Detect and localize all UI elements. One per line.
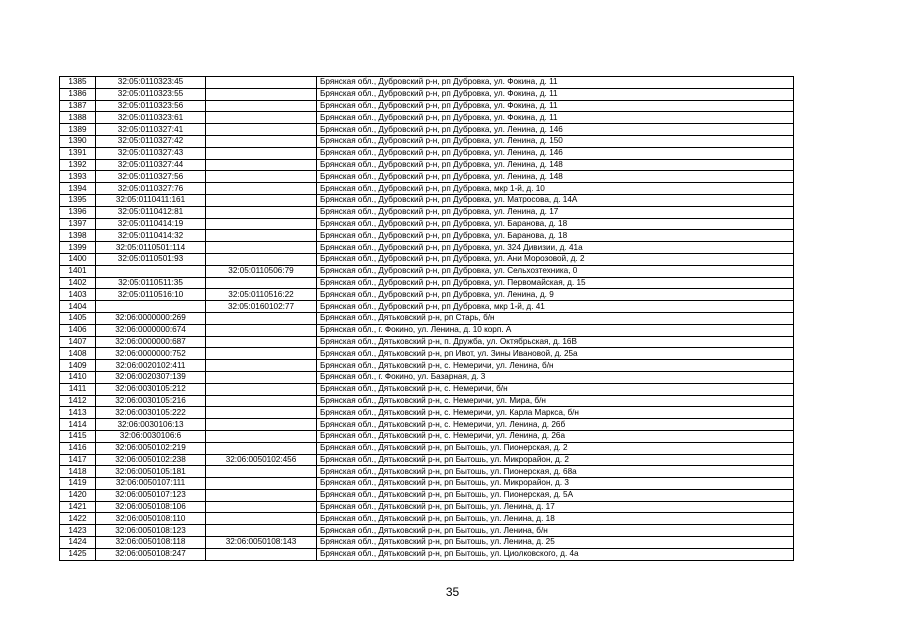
cadastral-number-cell: 32:05:0110516:10 xyxy=(96,289,206,301)
row-number-cell: 1385 xyxy=(60,77,96,89)
address-cell: Брянская обл., Дубровский р-н, рп Дубровка, ул. Ленина, д. 148 xyxy=(317,171,794,183)
table-row xyxy=(60,88,794,100)
cadastral-number-cell: 32:05:0110414:32 xyxy=(96,230,206,242)
secondary-cadastral-number-cell xyxy=(206,360,317,372)
cadastral-number-cell: 32:05:0110323:55 xyxy=(96,88,206,100)
cadastral-number-cell: 32:05:0110323:61 xyxy=(96,112,206,124)
cadastral-number-cell: 32:06:0000000:269 xyxy=(96,312,206,324)
row-number-cell: 1411 xyxy=(60,383,96,395)
row-number-cell: 1420 xyxy=(60,489,96,501)
secondary-cadastral-number-cell xyxy=(206,230,317,242)
address-cell: Брянская обл., Дубровский р-н, рп Дубровка, ул. Ленина, д. 17 xyxy=(317,206,794,218)
cadastral-number-cell xyxy=(96,265,206,277)
secondary-cadastral-number-cell xyxy=(206,88,317,100)
secondary-cadastral-number-cell xyxy=(206,147,317,159)
row-number-cell: 1417 xyxy=(60,454,96,466)
row-number-cell: 1415 xyxy=(60,430,96,442)
row-number-cell: 1410 xyxy=(60,371,96,383)
row-number-cell: 1425 xyxy=(60,548,96,560)
table-row xyxy=(60,183,794,195)
secondary-cadastral-number-cell xyxy=(206,336,317,348)
row-number-cell: 1388 xyxy=(60,112,96,124)
secondary-cadastral-number-cell xyxy=(206,183,317,195)
table-row xyxy=(60,525,794,537)
table-row xyxy=(60,501,794,513)
cadastral-number-cell: 32:06:0050107:123 xyxy=(96,489,206,501)
cadastral-number-cell: 32:06:0030106:6 xyxy=(96,430,206,442)
cadastral-number-cell: 32:06:0000000:674 xyxy=(96,324,206,336)
row-number-cell: 1387 xyxy=(60,100,96,112)
table-row xyxy=(60,230,794,242)
table-row xyxy=(60,454,794,466)
table-row xyxy=(60,253,794,265)
row-number-cell: 1400 xyxy=(60,253,96,265)
address-cell: Брянская обл., Дубровский р-н, рп Дубровка, ул. Матросова, д. 14А xyxy=(317,194,794,206)
secondary-cadastral-number-cell: 32:06:0050102:456 xyxy=(206,454,317,466)
cadastral-number-cell: 32:06:0050107:111 xyxy=(96,478,206,490)
cadastral-number-cell: 32:06:0050108:110 xyxy=(96,513,206,525)
secondary-cadastral-number-cell xyxy=(206,430,317,442)
address-cell: Брянская обл., Дубровский р-н, рп Дубровка, ул. Сельхозтехника, 0 xyxy=(317,265,794,277)
cadastral-number-cell: 32:06:0000000:687 xyxy=(96,336,206,348)
secondary-cadastral-number-cell xyxy=(206,112,317,124)
address-cell: Брянская обл., Дятьковский р-н, рп Старь, б/н xyxy=(317,312,794,324)
cadastral-number-cell: 32:05:0110411:161 xyxy=(96,194,206,206)
table-row xyxy=(60,124,794,136)
secondary-cadastral-number-cell xyxy=(206,466,317,478)
table-row xyxy=(60,301,794,313)
property-table-body xyxy=(60,77,794,561)
table-row xyxy=(60,442,794,454)
address-cell: Брянская обл., Дятьковский р-н, рп Бытошь, ул. Микрорайон, д. 2 xyxy=(317,454,794,466)
secondary-cadastral-number-cell xyxy=(206,489,317,501)
address-cell: Брянская обл., Дубровский р-н, рп Дубровка, ул. Баранова, д. 18 xyxy=(317,218,794,230)
secondary-cadastral-number-cell xyxy=(206,407,317,419)
row-number-cell: 1406 xyxy=(60,324,96,336)
secondary-cadastral-number-cell xyxy=(206,324,317,336)
address-cell: Брянская обл., Дубровский р-н, рп Дубровка, ул. Баранова, д. 18 xyxy=(317,230,794,242)
address-cell: Брянская обл., г. Фокино, ул. Ленина, д. 10 корп. А xyxy=(317,324,794,336)
row-number-cell: 1424 xyxy=(60,537,96,549)
address-cell: Брянская обл., Дятьковский р-н, рп Бытошь, ул. Циолковского, д. 4а xyxy=(317,548,794,560)
address-cell: Брянская обл., Дятьковский р-н, с. Немеричи, ул. Ленина, д. 26а xyxy=(317,430,794,442)
row-number-cell: 1389 xyxy=(60,124,96,136)
row-number-cell: 1394 xyxy=(60,183,96,195)
address-cell: Брянская обл., Дубровский р-н, рп Дубровка, ул. Ленина, д. 150 xyxy=(317,135,794,147)
cadastral-number-cell: 32:05:0110327:76 xyxy=(96,183,206,195)
row-number-cell: 1391 xyxy=(60,147,96,159)
secondary-cadastral-number-cell: 32:05:0160102:77 xyxy=(206,301,317,313)
secondary-cadastral-number-cell xyxy=(206,513,317,525)
address-cell: Брянская обл., Дубровский р-н, рп Дубровка, ул. Ленина, д. 9 xyxy=(317,289,794,301)
address-cell: Брянская обл., Дубровский р-н, рп Дубровка, ул. Фокина, д. 11 xyxy=(317,100,794,112)
row-number-cell: 1402 xyxy=(60,277,96,289)
secondary-cadastral-number-cell: 32:06:0050108:143 xyxy=(206,537,317,549)
cadastral-number-cell: 32:05:0110511:35 xyxy=(96,277,206,289)
address-cell: Брянская обл., Дубровский р-н, рп Дубровка, мкр 1-й, д. 41 xyxy=(317,301,794,313)
secondary-cadastral-number-cell xyxy=(206,194,317,206)
secondary-cadastral-number-cell xyxy=(206,171,317,183)
address-cell: Брянская обл., Дубровский р-н, рп Дубровка, ул. 324 Дивизии, д. 41а xyxy=(317,242,794,254)
table-row xyxy=(60,430,794,442)
table-row xyxy=(60,407,794,419)
address-cell: Брянская обл., Дубровский р-н, рп Дубровка, мкр 1-й, д. 10 xyxy=(317,183,794,195)
cadastral-number-cell: 32:05:0110501:93 xyxy=(96,253,206,265)
secondary-cadastral-number-cell xyxy=(206,419,317,431)
cadastral-number-cell: 32:05:0110327:56 xyxy=(96,171,206,183)
row-number-cell: 1413 xyxy=(60,407,96,419)
table-row xyxy=(60,242,794,254)
secondary-cadastral-number-cell xyxy=(206,525,317,537)
address-cell: Брянская обл., Дятьковский р-н, рп Бытошь, ул. Ленина, д. 25 xyxy=(317,537,794,549)
secondary-cadastral-number-cell xyxy=(206,242,317,254)
cadastral-number-cell: 32:06:0050108:106 xyxy=(96,501,206,513)
cadastral-number-cell: 32:06:0050105:181 xyxy=(96,466,206,478)
address-cell: Брянская обл., Дятьковский р-н, рп Ивот, ул. Зины Ивановой, д. 25а xyxy=(317,348,794,360)
cadastral-number-cell: 32:06:0050108:247 xyxy=(96,548,206,560)
table-row xyxy=(60,324,794,336)
address-cell: Брянская обл., Дятьковский р-н, с. Немеричи, ул. Карла Маркса, б/н xyxy=(317,407,794,419)
secondary-cadastral-number-cell: 32:05:0110516:22 xyxy=(206,289,317,301)
table-row xyxy=(60,312,794,324)
address-cell: Брянская обл., Дятьковский р-н, рп Бытошь, ул. Пионерская, д. 5А xyxy=(317,489,794,501)
row-number-cell: 1422 xyxy=(60,513,96,525)
address-cell: Брянская обл., Дятьковский р-н, п. Дружба, ул. Октябрьская, д. 16В xyxy=(317,336,794,348)
secondary-cadastral-number-cell xyxy=(206,206,317,218)
table-row xyxy=(60,466,794,478)
cadastral-number-cell: 32:05:0110414:19 xyxy=(96,218,206,230)
address-cell: Брянская обл., Дубровский р-н, рп Дубровка, ул. Первомайская, д. 15 xyxy=(317,277,794,289)
row-number-cell: 1408 xyxy=(60,348,96,360)
row-number-cell: 1407 xyxy=(60,336,96,348)
property-table xyxy=(59,76,794,561)
row-number-cell: 1386 xyxy=(60,88,96,100)
address-cell: Брянская обл., г. Фокино, ул. Базарная, д. 3 xyxy=(317,371,794,383)
table-row xyxy=(60,513,794,525)
row-number-cell: 1403 xyxy=(60,289,96,301)
cadastral-number-cell: 32:06:0050102:219 xyxy=(96,442,206,454)
secondary-cadastral-number-cell xyxy=(206,253,317,265)
cadastral-number-cell: 32:06:0050108:118 xyxy=(96,537,206,549)
table-row xyxy=(60,489,794,501)
cadastral-number-cell: 32:05:0110327:42 xyxy=(96,135,206,147)
table-row xyxy=(60,289,794,301)
cadastral-number-cell: 32:06:0030105:222 xyxy=(96,407,206,419)
address-cell: Брянская обл., Дубровский р-н, рп Дубровка, ул. Фокина, д. 11 xyxy=(317,77,794,89)
row-number-cell: 1409 xyxy=(60,360,96,372)
table-row xyxy=(60,419,794,431)
row-number-cell: 1423 xyxy=(60,525,96,537)
table-row xyxy=(60,265,794,277)
secondary-cadastral-number-cell xyxy=(206,371,317,383)
secondary-cadastral-number-cell xyxy=(206,501,317,513)
cadastral-number-cell: 32:05:0110501:114 xyxy=(96,242,206,254)
table-row xyxy=(60,194,794,206)
row-number-cell: 1418 xyxy=(60,466,96,478)
cadastral-number-cell: 32:06:0020102:411 xyxy=(96,360,206,372)
table-row xyxy=(60,360,794,372)
address-cell: Брянская обл., Дубровский р-н, рп Дубровка, ул. Ани Морозовой, д. 2 xyxy=(317,253,794,265)
secondary-cadastral-number-cell xyxy=(206,77,317,89)
table-row xyxy=(60,277,794,289)
cadastral-number-cell xyxy=(96,301,206,313)
row-number-cell: 1393 xyxy=(60,171,96,183)
table-row xyxy=(60,218,794,230)
secondary-cadastral-number-cell xyxy=(206,100,317,112)
row-number-cell: 1397 xyxy=(60,218,96,230)
row-number-cell: 1419 xyxy=(60,478,96,490)
secondary-cadastral-number-cell xyxy=(206,218,317,230)
secondary-cadastral-number-cell xyxy=(206,135,317,147)
address-cell: Брянская обл., Дубровский р-н, рп Дубровка, ул. Ленина, д. 146 xyxy=(317,124,794,136)
row-number-cell: 1405 xyxy=(60,312,96,324)
address-cell: Брянская обл., Дятьковский р-н, рп Бытошь, ул. Пионерская, д. 68а xyxy=(317,466,794,478)
table-row xyxy=(60,478,794,490)
cadastral-number-cell: 32:05:0110327:43 xyxy=(96,147,206,159)
secondary-cadastral-number-cell: 32:05:0110506:79 xyxy=(206,265,317,277)
table-row xyxy=(60,147,794,159)
table-row xyxy=(60,77,794,89)
cadastral-number-cell: 32:05:0110323:45 xyxy=(96,77,206,89)
address-cell: Брянская обл., Дятьковский р-н, рп Бытошь, ул. Микрорайон, д. 3 xyxy=(317,478,794,490)
row-number-cell: 1396 xyxy=(60,206,96,218)
table-row xyxy=(60,159,794,171)
cadastral-number-cell: 32:06:0000000:752 xyxy=(96,348,206,360)
cadastral-number-cell: 32:06:0030106:13 xyxy=(96,419,206,431)
row-number-cell: 1414 xyxy=(60,419,96,431)
secondary-cadastral-number-cell xyxy=(206,478,317,490)
table-row xyxy=(60,112,794,124)
cadastral-number-cell: 32:06:0030105:212 xyxy=(96,383,206,395)
secondary-cadastral-number-cell xyxy=(206,395,317,407)
table-row xyxy=(60,383,794,395)
address-cell: Брянская обл., Дятьковский р-н, рп Бытошь, ул. Ленина, д. 18 xyxy=(317,513,794,525)
table-row xyxy=(60,395,794,407)
row-number-cell: 1398 xyxy=(60,230,96,242)
row-number-cell: 1399 xyxy=(60,242,96,254)
table-row xyxy=(60,206,794,218)
address-cell: Брянская обл., Дятьковский р-н, рп Бытошь, ул. Ленина, б/н xyxy=(317,525,794,537)
cadastral-number-cell: 32:06:0050108:123 xyxy=(96,525,206,537)
row-number-cell: 1404 xyxy=(60,301,96,313)
secondary-cadastral-number-cell xyxy=(206,312,317,324)
cadastral-number-cell: 32:06:0030105:216 xyxy=(96,395,206,407)
row-number-cell: 1416 xyxy=(60,442,96,454)
secondary-cadastral-number-cell xyxy=(206,348,317,360)
address-cell: Брянская обл., Дубровский р-н, рп Дубровка, ул. Ленина, д. 146 xyxy=(317,147,794,159)
page-number: 35 xyxy=(445,585,460,599)
address-cell: Брянская обл., Дятьковский р-н, с. Немеричи, б/н xyxy=(317,383,794,395)
secondary-cadastral-number-cell xyxy=(206,277,317,289)
table-row xyxy=(60,336,794,348)
row-number-cell: 1390 xyxy=(60,135,96,147)
table-row xyxy=(60,548,794,560)
row-number-cell: 1421 xyxy=(60,501,96,513)
secondary-cadastral-number-cell xyxy=(206,124,317,136)
cadastral-number-cell: 32:06:0020307:139 xyxy=(96,371,206,383)
row-number-cell: 1412 xyxy=(60,395,96,407)
table-row xyxy=(60,100,794,112)
cadastral-number-cell: 32:06:0050102:238 xyxy=(96,454,206,466)
row-number-cell: 1392 xyxy=(60,159,96,171)
row-number-cell: 1395 xyxy=(60,194,96,206)
table-row xyxy=(60,135,794,147)
address-cell: Брянская обл., Дятьковский р-н, с. Немеричи, ул. Ленина, б/н xyxy=(317,360,794,372)
table-row xyxy=(60,537,794,549)
address-cell: Брянская обл., Дятьковский р-н, рп Бытошь, ул. Пионерская, д. 2 xyxy=(317,442,794,454)
secondary-cadastral-number-cell xyxy=(206,442,317,454)
table-row xyxy=(60,348,794,360)
cadastral-number-cell: 32:05:0110327:44 xyxy=(96,159,206,171)
secondary-cadastral-number-cell xyxy=(206,548,317,560)
table-row xyxy=(60,371,794,383)
address-cell: Брянская обл., Дятьковский р-н, рп Бытошь, ул. Ленина, д. 17 xyxy=(317,501,794,513)
address-cell: Брянская обл., Дубровский р-н, рп Дубровка, ул. Фокина, д. 11 xyxy=(317,88,794,100)
address-cell: Брянская обл., Дубровский р-н, рп Дубровка, ул. Ленина, д. 148 xyxy=(317,159,794,171)
table-row xyxy=(60,171,794,183)
address-cell: Брянская обл., Дятьковский р-н, с. Немеричи, ул. Мира, б/н xyxy=(317,395,794,407)
address-cell: Брянская обл., Дятьковский р-н, с. Немеричи, ул. Ленина, д. 26б xyxy=(317,419,794,431)
secondary-cadastral-number-cell xyxy=(206,159,317,171)
secondary-cadastral-number-cell xyxy=(206,383,317,395)
cadastral-number-cell: 32:05:0110323:56 xyxy=(96,100,206,112)
address-cell: Брянская обл., Дубровский р-н, рп Дубровка, ул. Фокина, д. 11 xyxy=(317,112,794,124)
row-number-cell: 1401 xyxy=(60,265,96,277)
cadastral-number-cell: 32:05:0110327:41 xyxy=(96,124,206,136)
cadastral-number-cell: 32:05:0110412:81 xyxy=(96,206,206,218)
